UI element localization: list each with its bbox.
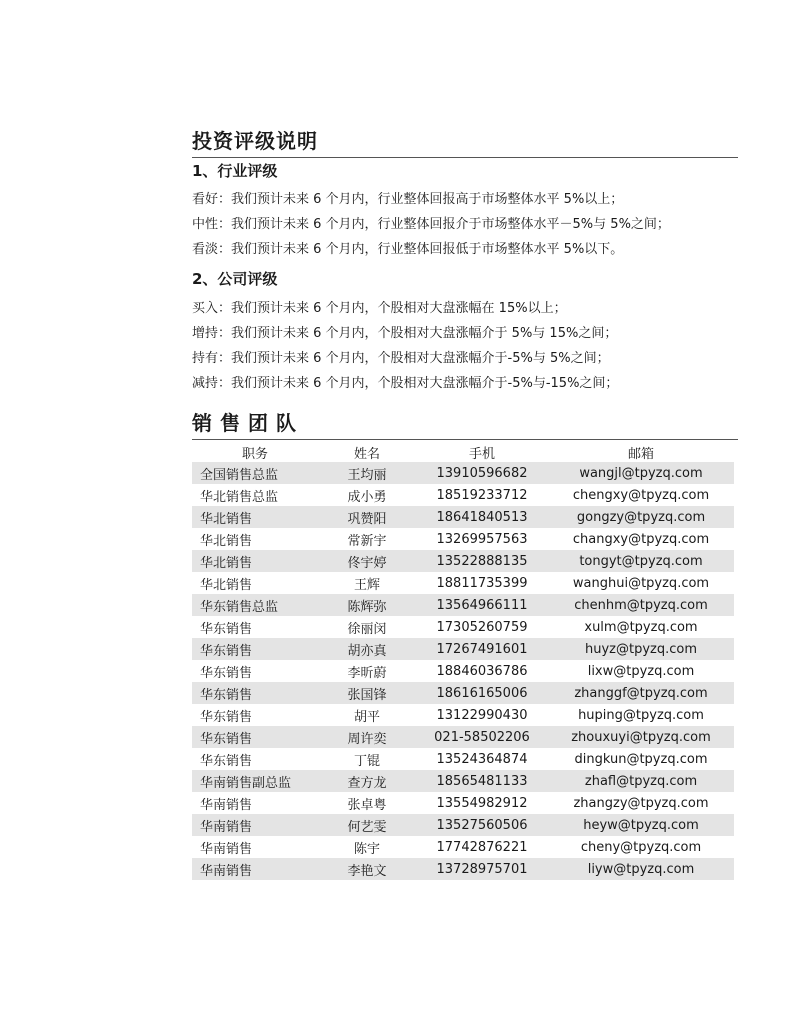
name-cell: 李昕蔚 <box>318 660 416 682</box>
phone-cell: 13269957563 <box>416 528 548 550</box>
email-cell: dingkun@tpyzq.com <box>548 748 734 770</box>
name-cell: 查方龙 <box>318 770 416 792</box>
email-cell: tongyt@tpyzq.com <box>548 550 734 572</box>
name-cell: 巩赞阳 <box>318 506 416 528</box>
table-row <box>192 726 734 748</box>
column-header-name: 姓名 <box>353 446 380 462</box>
table-row <box>192 572 734 594</box>
email-cell: liyw@tpyzq.com <box>548 858 734 880</box>
phone-cell: 17742876221 <box>416 836 548 858</box>
role-cell: 华东销售 <box>192 682 318 704</box>
table-row <box>192 682 734 704</box>
email-cell: changxy@tpyzq.com <box>548 528 734 550</box>
table-row <box>192 660 734 682</box>
role-cell: 华东销售 <box>192 726 318 748</box>
sales-title-divider <box>192 439 738 440</box>
name-cell: 周许奕 <box>318 726 416 748</box>
rating-section-title: 投资评级说明 <box>192 129 318 153</box>
industry-rating-line: 看好：我们预计未来 6 个月内，行业整体回报高于市场整体水平 5%以上； <box>192 192 624 207</box>
email-cell: zhangzy@tpyzq.com <box>548 792 734 814</box>
table-row <box>192 858 734 880</box>
company-rating-line: 买入：我们预计未来 6 个月内，个股相对大盘涨幅在 15%以上； <box>192 301 567 316</box>
email-cell: zhanggf@tpyzq.com <box>548 682 734 704</box>
name-cell: 何艺雯 <box>318 814 416 836</box>
name-cell: 徐丽闵 <box>318 616 416 638</box>
phone-cell: 13910596682 <box>416 462 548 484</box>
table-row <box>192 528 734 550</box>
phone-cell: 13122990430 <box>416 704 548 726</box>
email-cell: chengxy@tpyzq.com <box>548 484 734 506</box>
table-header-row <box>192 442 734 462</box>
name-cell: 胡亦真 <box>318 638 416 660</box>
industry-rating-heading: 1、行业评级 <box>192 162 278 180</box>
company-rating-heading: 2、公司评级 <box>192 270 278 288</box>
role-cell: 华北销售 <box>192 550 318 572</box>
role-cell: 全国销售总监 <box>192 462 318 484</box>
table-row <box>192 506 734 528</box>
table-row <box>192 770 734 792</box>
phone-cell: 13564966111 <box>416 594 548 616</box>
name-cell: 陈辉弥 <box>318 594 416 616</box>
industry-rating-line: 看淡：我们预计未来 6 个月内，行业整体回报低于市场整体水平 5%以下。 <box>192 242 624 257</box>
table-row <box>192 462 734 484</box>
email-cell: heyw@tpyzq.com <box>548 814 734 836</box>
name-cell: 王均丽 <box>318 462 416 484</box>
rating-title-divider <box>192 157 738 158</box>
phone-cell: 18565481133 <box>416 770 548 792</box>
email-cell: gongzy@tpyzq.com <box>548 506 734 528</box>
email-cell: wangjl@tpyzq.com <box>548 462 734 484</box>
name-cell: 张卓粤 <box>318 792 416 814</box>
phone-cell: 18811735399 <box>416 572 548 594</box>
role-cell: 华南销售 <box>192 836 318 858</box>
role-cell: 华南销售 <box>192 814 318 836</box>
phone-cell: 13527560506 <box>416 814 548 836</box>
sales-team-title: 销售团队 <box>192 411 304 435</box>
role-cell: 华北销售 <box>192 572 318 594</box>
phone-cell: 18519233712 <box>416 484 548 506</box>
phone-cell: 17305260759 <box>416 616 548 638</box>
email-cell: lixw@tpyzq.com <box>548 660 734 682</box>
company-rating-line: 增持：我们预计未来 6 个月内，个股相对大盘涨幅介于 5%与 15%之间； <box>192 326 618 341</box>
role-cell: 华东销售 <box>192 748 318 770</box>
role-cell: 华北销售 <box>192 528 318 550</box>
table-row <box>192 748 734 770</box>
name-cell: 王辉 <box>318 572 416 594</box>
role-cell: 华北销售 <box>192 506 318 528</box>
table-row <box>192 550 734 572</box>
role-cell: 华北销售总监 <box>192 484 318 506</box>
phone-cell: 021-58502206 <box>416 726 548 748</box>
industry-rating-line: 中性：我们预计未来 6 个月内，行业整体回报介于市场整体水平－5%与 5%之间； <box>192 217 670 232</box>
name-cell: 陈宇 <box>318 836 416 858</box>
email-cell: cheny@tpyzq.com <box>548 836 734 858</box>
column-header-role: 职务 <box>241 446 268 462</box>
email-cell: xulm@tpyzq.com <box>548 616 734 638</box>
role-cell: 华南销售 <box>192 858 318 880</box>
name-cell: 成小勇 <box>318 484 416 506</box>
phone-cell: 18641840513 <box>416 506 548 528</box>
sales-team-table <box>192 442 734 880</box>
table-row <box>192 814 734 836</box>
table-row <box>192 594 734 616</box>
table-body <box>192 462 734 880</box>
table-row <box>192 638 734 660</box>
phone-cell: 13524364874 <box>416 748 548 770</box>
email-cell: chenhm@tpyzq.com <box>548 594 734 616</box>
phone-cell: 17267491601 <box>416 638 548 660</box>
email-cell: huping@tpyzq.com <box>548 704 734 726</box>
company-rating-line: 持有：我们预计未来 6 个月内，个股相对大盘涨幅介于-5%与 5%之间； <box>192 351 610 366</box>
table-row <box>192 484 734 506</box>
email-cell: zhouxuyi@tpyzq.com <box>548 726 734 748</box>
company-rating-line: 减持：我们预计未来 6 个月内，个股相对大盘涨幅介于-5%与-15%之间； <box>192 376 619 391</box>
email-cell: huyz@tpyzq.com <box>548 638 734 660</box>
role-cell: 华南销售 <box>192 792 318 814</box>
role-cell: 华东销售 <box>192 638 318 660</box>
phone-cell: 18846036786 <box>416 660 548 682</box>
column-header-phone: 手机 <box>468 446 495 462</box>
name-cell: 胡平 <box>318 704 416 726</box>
name-cell: 丁锟 <box>318 748 416 770</box>
phone-cell: 13554982912 <box>416 792 548 814</box>
name-cell: 李艳文 <box>318 858 416 880</box>
role-cell: 华东销售 <box>192 704 318 726</box>
phone-cell: 18616165006 <box>416 682 548 704</box>
email-cell: wanghui@tpyzq.com <box>548 572 734 594</box>
column-header-email: 邮箱 <box>627 446 654 462</box>
table-row <box>192 704 734 726</box>
role-cell: 华东销售 <box>192 616 318 638</box>
table-row <box>192 836 734 858</box>
name-cell: 常新宇 <box>318 528 416 550</box>
phone-cell: 13728975701 <box>416 858 548 880</box>
table-row <box>192 616 734 638</box>
phone-cell: 13522888135 <box>416 550 548 572</box>
email-cell: zhafl@tpyzq.com <box>548 770 734 792</box>
table-row <box>192 792 734 814</box>
role-cell: 华南销售副总监 <box>192 770 318 792</box>
role-cell: 华东销售 <box>192 660 318 682</box>
role-cell: 华东销售总监 <box>192 594 318 616</box>
name-cell: 张国锋 <box>318 682 416 704</box>
name-cell: 佟宇婷 <box>318 550 416 572</box>
